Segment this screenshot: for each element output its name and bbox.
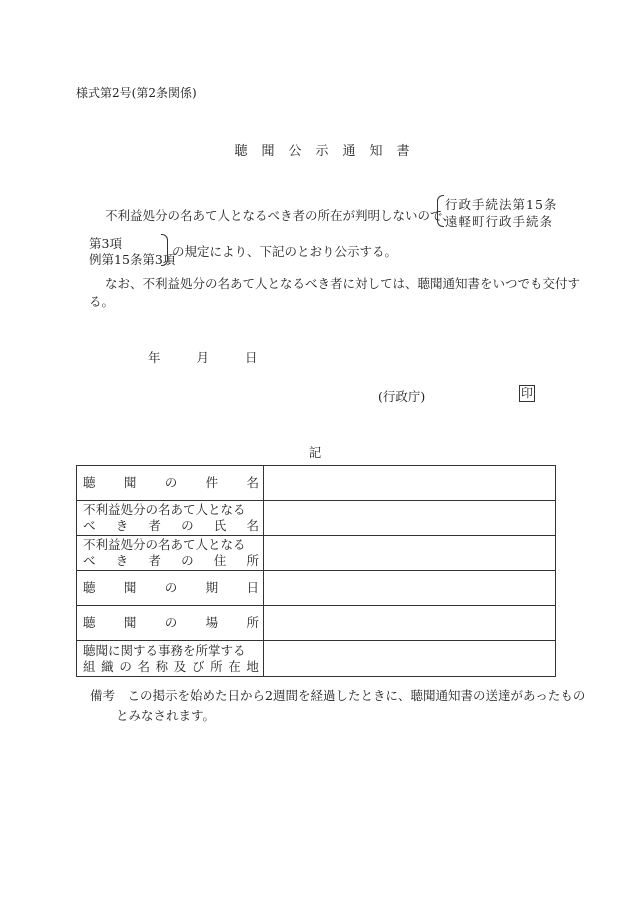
left-bracket: [437, 195, 444, 227]
row-label: 聴 聞 の 件 名: [83, 475, 259, 490]
date-year: 年: [148, 350, 161, 365]
table-row: [77, 466, 556, 501]
law-reference-line4: 例第15条第3項: [89, 252, 176, 267]
form-number: 様式第2号(第2条関係): [76, 86, 197, 100]
date-line: [148, 348, 257, 366]
paragraph1-tail: の規定により、下記のとおり公示する。: [172, 244, 398, 259]
document-title: 聴聞公示通知書: [234, 144, 424, 159]
row-value-cell: [264, 641, 556, 677]
table-row: [77, 641, 556, 677]
date-day: 日: [244, 350, 258, 365]
table-row: [77, 501, 556, 536]
agency-label: (行政庁): [378, 389, 426, 404]
law-reference-line3: 第3項: [89, 236, 122, 251]
row-label: 聴 聞 の 期 日: [83, 580, 259, 595]
row-label-line2: べ き 者 の 住 所: [83, 553, 259, 568]
row-label-line2: 組 織 の 名 称 及 び 所 在 地: [83, 658, 259, 674]
row-label: 聴 聞 の 場 所: [83, 615, 259, 630]
paragraph2-line1: なお、不利益処分の名あて人となるべき者に対しては、聴聞通知書をいつでも交付す: [105, 276, 581, 291]
hearing-details-table: [76, 465, 556, 677]
row-value-cell: [264, 501, 556, 536]
date-month: 月: [196, 350, 209, 365]
row-value-cell: [264, 606, 556, 641]
table-row: [77, 606, 556, 641]
table-row: [77, 571, 556, 606]
ki-heading: 記: [308, 445, 322, 460]
row-value-cell: [264, 536, 556, 571]
row-label: 不利益処分の名あて人となる: [83, 502, 246, 517]
table-row: [77, 536, 556, 571]
row-label-line2: べ き 者 の 氏 名: [83, 518, 259, 533]
row-value-cell: [264, 571, 556, 606]
paragraph1-lead: 不利益処分の名あて人となるべき者の所在が判明しないので、: [105, 208, 455, 223]
right-bracket: [161, 234, 168, 266]
law-reference-line1: 行政手続法第15条: [445, 197, 558, 212]
paragraph2-line2: る。: [89, 294, 115, 309]
row-label: 聴聞に関する事務を所掌する: [83, 642, 246, 658]
row-label: 不利益処分の名あて人となる: [83, 537, 246, 552]
note-line2: とみなされます。: [116, 708, 216, 723]
note-line1: 備考 この掲示を始めた日から2週間を経過したときに、聴聞通知書の送達があったもの: [90, 688, 586, 703]
law-reference-line2: 遠軽町行政手続条: [445, 214, 554, 229]
seal-mark: 印: [521, 386, 534, 400]
row-value-cell: [264, 466, 556, 501]
